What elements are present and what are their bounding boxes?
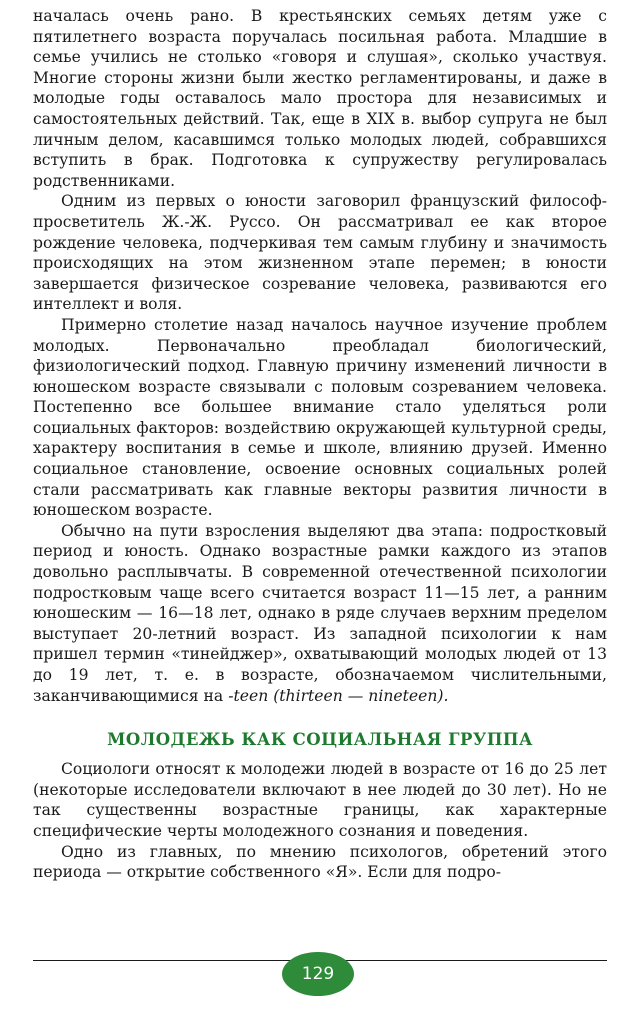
paragraph-continued: началась очень рано. В крестьянских семьях детям уже с пятилетнего возраста поручалась посильная работа. Младшие в семье учились не столько «говоря и слушая», сколько участвуя. Многие стороны жизни были жестко регламентированы, и даже в молодые годы оставалось мало простора для независимых и самостоятельных действий. Так, еще в XIX в. выбор супруга не был личным делом, касавшимся только молодых людей, собравшихся вступить в брак. Подготовка к супружеству регулировалась родственниками. [33, 7, 607, 190]
paragraph-growing-up-stages [33, 521, 607, 706]
paragraph-self-discovery: Одно из главных, по мнению психологов, обретений этого периода — открытие собственного «Я». Если для подро- [33, 842, 607, 882]
page-body [33, 6, 607, 883]
paragraph-sociologists: Социологи относят к молодежи людей в возрасте от 16 до 25 лет (некоторые исследователи включают в нее людей до 30 лет). Но не так существенны возрастные границы, как характерные специфические черты молодежного сознания и поведения. [33, 760, 607, 840]
paragraph-text: Обычно на пути взросления выделяют два этапа: подростковый период и юность. Однако возрастные рамки каждого из этапов довольно расплывчаты. В современной отечественной психологии подростковым чаще всего считается возраст 11—15 лет, а ранним юношеским — 16—18 лет, однако в ряде случаев верхним пределом выступает 20-летний возраст. Из западной психологии к нам пришел термин «тинейджер», охватывающий молодых людей от 13 до 19 лет, т. е. в возрасте, обозначаемом числительными, заканчивающимися на [33, 521, 607, 705]
page-number-badge: 129 [282, 952, 354, 996]
paragraph-scientific-study: Примерно столетие назад началось научное изучение проблем молодых. Первоначально преобладал биологический, физиологический подход. Главную причину изменений личности в юношеском возрасте связывали с половым созреванием человека. Постепенно все большее внимание стало уделяться роли социальных факторов: воздействию окружающей культурной среды, характеру воспитания в семье и школе, влиянию друзей. Именно социальное становление, освоение основных социальных ролей стали рассматривать как главные векторы развития личности в юношеском возрасте. [33, 315, 607, 520]
section-heading: МОЛОДЕЖЬ КАК СОЦИАЛЬНАЯ ГРУППА [107, 730, 533, 750]
italic-term: -teen (thirteen — nineteen). [228, 686, 449, 705]
paragraph-rousseau: Одним из первых о юности заговорил французский философ-просветитель Ж.-Ж. Руссо. Он рассматривал ее как второе рождение человека, подчеркивая тем самым глубину и значимость происходящих на этом жизненном этапе перемен; в юности завершается физическое созревание человека, развиваются его интеллект и воля. [33, 192, 607, 314]
